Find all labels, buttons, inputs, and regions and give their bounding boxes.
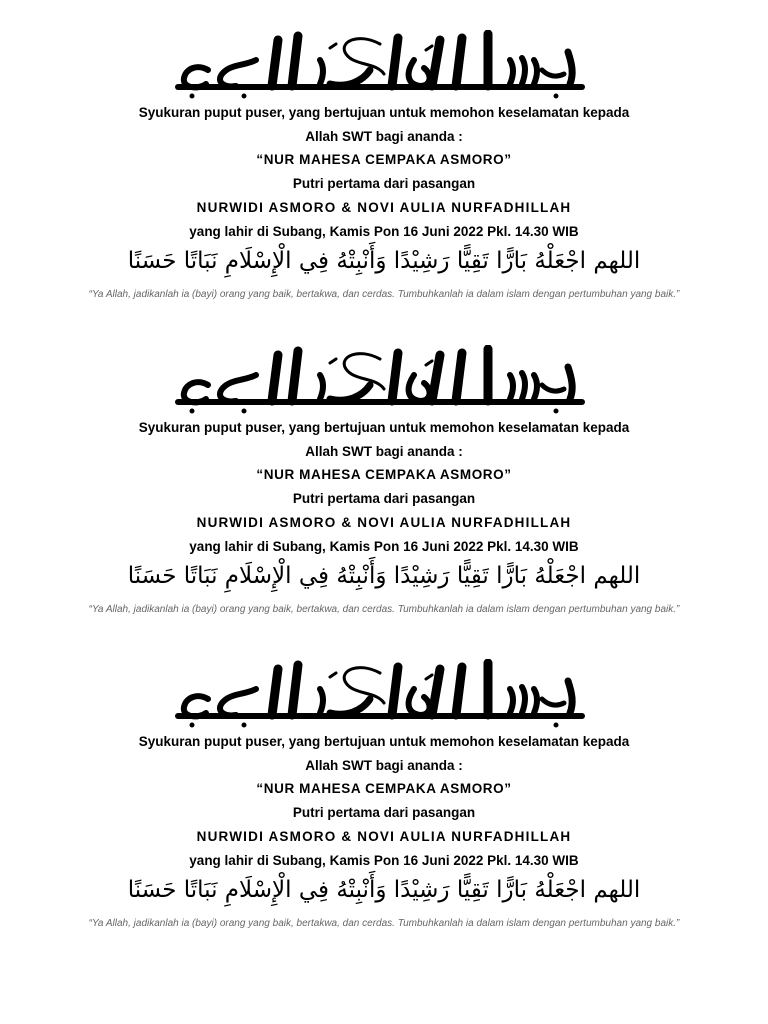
invitation-card-1 (0, 30, 768, 344)
parents-names: NURWIDI ASMORO & NOVI AULIA NURFADHILLAH (196, 515, 572, 530)
prayer-translation: “Ya Allah, jadikanlah ia (bayi) orang yang baik, bertakwa, dan cerdas. Tumbuhkanlah ia dalam islam dengan pertumbuhan yang baik.” (88, 918, 680, 929)
child-order: Putri pertama dari pasangan (292, 805, 476, 820)
invitation-card-3 (0, 659, 768, 973)
bismillah-calligraphy-icon (170, 30, 590, 102)
prayer-translation: “Ya Allah, jadikanlah ia (bayi) orang yang baik, bertakwa, dan cerdas. Tumbuhkanlah ia dalam islam dengan pertumbuhan yang baik.” (88, 604, 680, 615)
parents-names: NURWIDI ASMORO & NOVI AULIA NURFADHILLAH (196, 829, 572, 844)
invitation-card-2 (0, 345, 768, 659)
baby-name: “NUR MAHESA CEMPAKA ASMORO” (256, 467, 512, 482)
purpose-line: Syukuran puput puser, yang bertujuan untuk memohon keselamatan kepada (138, 734, 630, 749)
arabic-prayer: اللهم اجْعَلْهُ بَارًّا تَقِيًّا رَشِيْدًا وَأَنْبِتْهُ فِي الْإِسْلَامِ نَبَاتًا حَسَنًا (127, 877, 641, 903)
arabic-prayer: اللهم اجْعَلْهُ بَارًّا تَقِيًّا رَشِيْدًا وَأَنْبِتْهُ فِي الْإِسْلَامِ نَبَاتًا حَسَنًا (127, 563, 641, 589)
recipient-intro: Allah SWT bagi ananda : (305, 129, 463, 144)
prayer-translation: “Ya Allah, jadikanlah ia (bayi) orang yang baik, bertakwa, dan cerdas. Tumbuhkanlah ia dalam islam dengan pertumbuhan yang baik.” (88, 289, 680, 300)
child-order: Putri pertama dari pasangan (292, 491, 476, 506)
parents-names: NURWIDI ASMORO & NOVI AULIA NURFADHILLAH (196, 200, 572, 215)
purpose-line: Syukuran puput puser, yang bertujuan untuk memohon keselamatan kepada (138, 105, 630, 120)
purpose-line: Syukuran puput puser, yang bertujuan untuk memohon keselamatan kepada (138, 420, 630, 435)
birth-details: yang lahir di Subang, Kamis Pon 16 Juni 2022 Pkl. 14.30 WIB (189, 224, 579, 239)
child-order: Putri pertama dari pasangan (292, 176, 476, 191)
birth-details: yang lahir di Subang, Kamis Pon 16 Juni 2022 Pkl. 14.30 WIB (189, 853, 579, 868)
arabic-prayer: اللهم اجْعَلْهُ بَارًّا تَقِيًّا رَشِيْدًا وَأَنْبِتْهُ فِي الْإِسْلَامِ نَبَاتًا حَسَنًا (127, 248, 641, 274)
baby-name: “NUR MAHESA CEMPAKA ASMORO” (256, 152, 512, 167)
recipient-intro: Allah SWT bagi ananda : (305, 444, 463, 459)
birth-details: yang lahir di Subang, Kamis Pon 16 Juni 2022 Pkl. 14.30 WIB (189, 539, 579, 554)
recipient-intro: Allah SWT bagi ananda : (305, 758, 463, 773)
bismillah-calligraphy-icon (170, 659, 590, 731)
baby-name: “NUR MAHESA CEMPAKA ASMORO” (256, 781, 512, 796)
bismillah-calligraphy-icon (170, 345, 590, 417)
